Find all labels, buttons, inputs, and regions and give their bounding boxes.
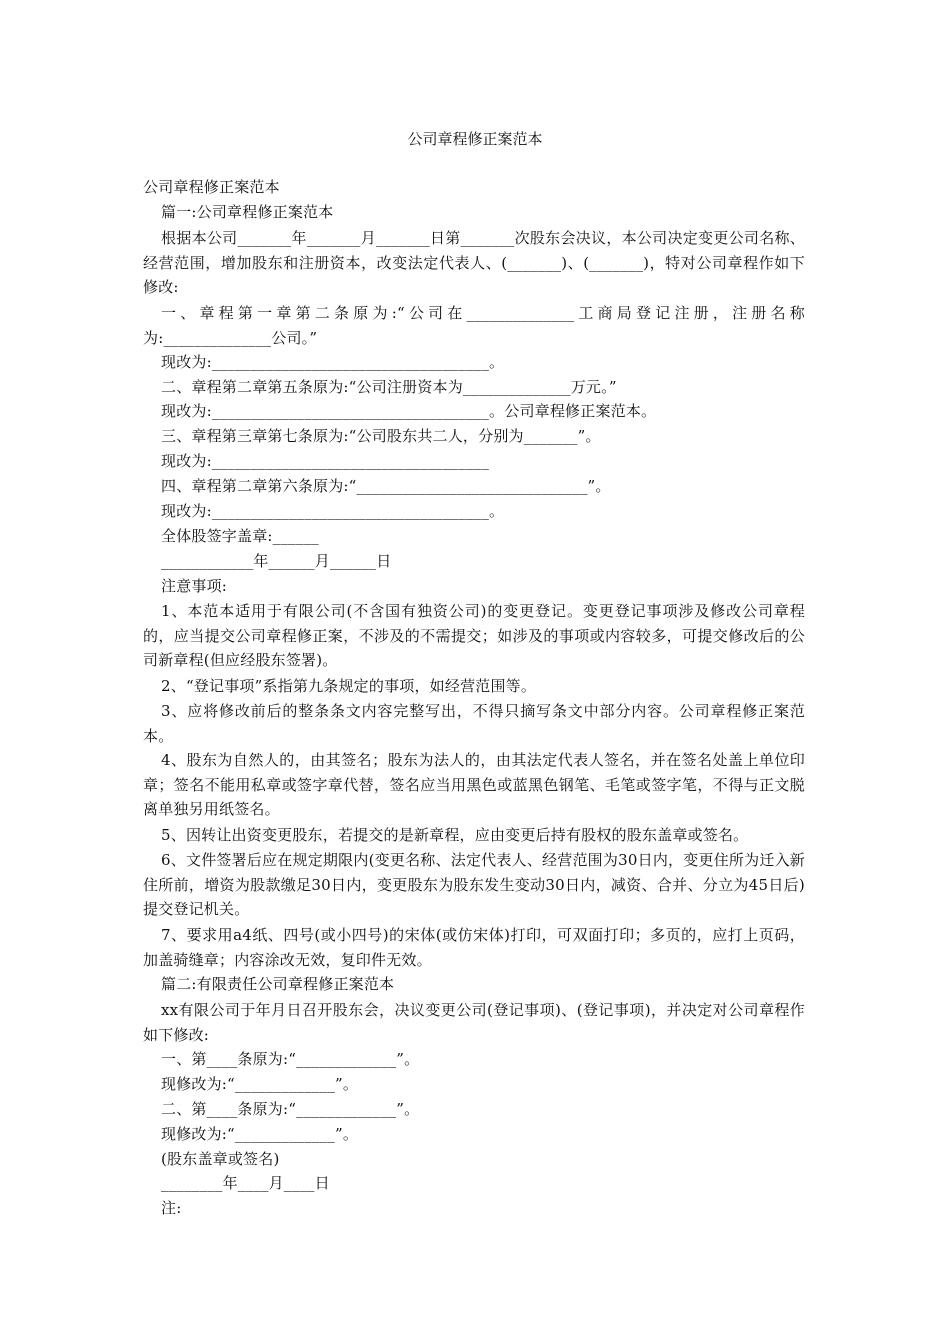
page-title: 公司章程修正案范本 [407,130,543,148]
part1-item1-original: 一、章程第一章第二条原为:“公司在______________工商局登记注册，注册名称为:______________公司。” [143,304,805,347]
note-7: 7、要求用a4纸、四号(或小四号)的宋体(或仿宋体)打印，可双面打印；多页的，应打上页码，加盖骑缝章；内容涂改无效，复印件无效。 [143,926,805,969]
part1-item1-change: 现改为:____________________________________。 [161,353,505,371]
part2-heading: 篇二:有限责任公司章程修正案范本 [161,975,395,993]
part1-item2-change: 现改为:____________________________________。公司章程修正案范本。 [161,402,657,420]
note-3: 3、应将修改前后的整条条文内容完整写出，不得只摘写条文中部分内容。公司章程修正案范本。 [143,702,805,745]
note-4: 4、股东为自然人的，由其签名；股东为法人的，由其法定代表人签名，并在签名处盖上单位印章；签名不能用私章或签字章代替，签名应当用黑色或蓝黑色钢笔、毛笔或签字笔，不得与正文脱离单独另用纸签名。 [143,751,805,818]
part1-item4-original: 四、章程第二章第六条原为:“______________________________”。 [161,477,611,495]
part1-intro: 根据本公司_______年_______月_______日第_______次股东会决议，本公司决定变更公司名称、经营范围，增加股东和注册资本，改变法定代表人、(_______)、(_______)，特对公司章程作如下修改: [143,229,805,296]
part1-signature: 全体股签字盖章:______ [161,527,319,545]
part1-date: ____________年______月______日 [161,552,392,570]
part1-heading: 篇一:公司章程修正案范本 [161,203,334,221]
part2-note: 注: [161,1199,182,1217]
note-6: 6、文件签署后应在规定期限内(变更名称、法定代表人、经营范围为30日内，变更住所为迁入新住所前，增资为股款缴足30日内，变更股东为股东发生变动30日内，减资、合并、分立为45日后)提交登记机关。 [143,851,805,918]
part2-date: ________年____月____日 [161,1174,330,1192]
part2-item1-change: 现修改为:“_____________”。 [161,1075,359,1093]
part2-item2-original: 二、第____条原为:“_____________”。 [161,1100,420,1118]
document-heading: 公司章程修正案范本 [143,178,280,196]
notes-heading: 注意事项: [161,577,228,595]
note-2: 2、“登记事项”系指第九条规定的事项，如经营范围等。 [161,677,537,695]
note-1: 1、本范本适用于有限公司(不含国有独资公司)的变更登记。变更登记事项涉及修改公司章程的，应当提交公司章程修正案，不涉及的不需提交；如涉及的事项或内容较多，可提交修改后的公司新章程(但应经股东签署)。 [143,602,805,669]
part2-intro: xx有限公司于年月日召开股东会，决议变更公司(登记事项)、(登记事项)，并决定对公司章程作如下修改: [143,1001,805,1044]
part1-item3-original: 三、章程第三章第七条原为:“公司股东共二人，分别为_______”。 [161,427,601,445]
part1-item2-original: 二、章程第二章第五条原为:“公司注册资本为______________万元。” [161,378,617,396]
part1-item4-change: 现改为:____________________________________。 [161,502,505,520]
part2-item2-change: 现修改为:“_____________”。 [161,1125,359,1143]
part2-signature: (股东盖章或签名) [161,1150,280,1168]
part1-item3-change: 现改为:____________________________________ [161,452,490,470]
part2-item1-original: 一、第____条原为:“_____________”。 [161,1050,420,1068]
note-5: 5、因转让出资变更股东，若提交的是新章程，应由变更后持有股权的股东盖章或签名。 [161,826,749,844]
